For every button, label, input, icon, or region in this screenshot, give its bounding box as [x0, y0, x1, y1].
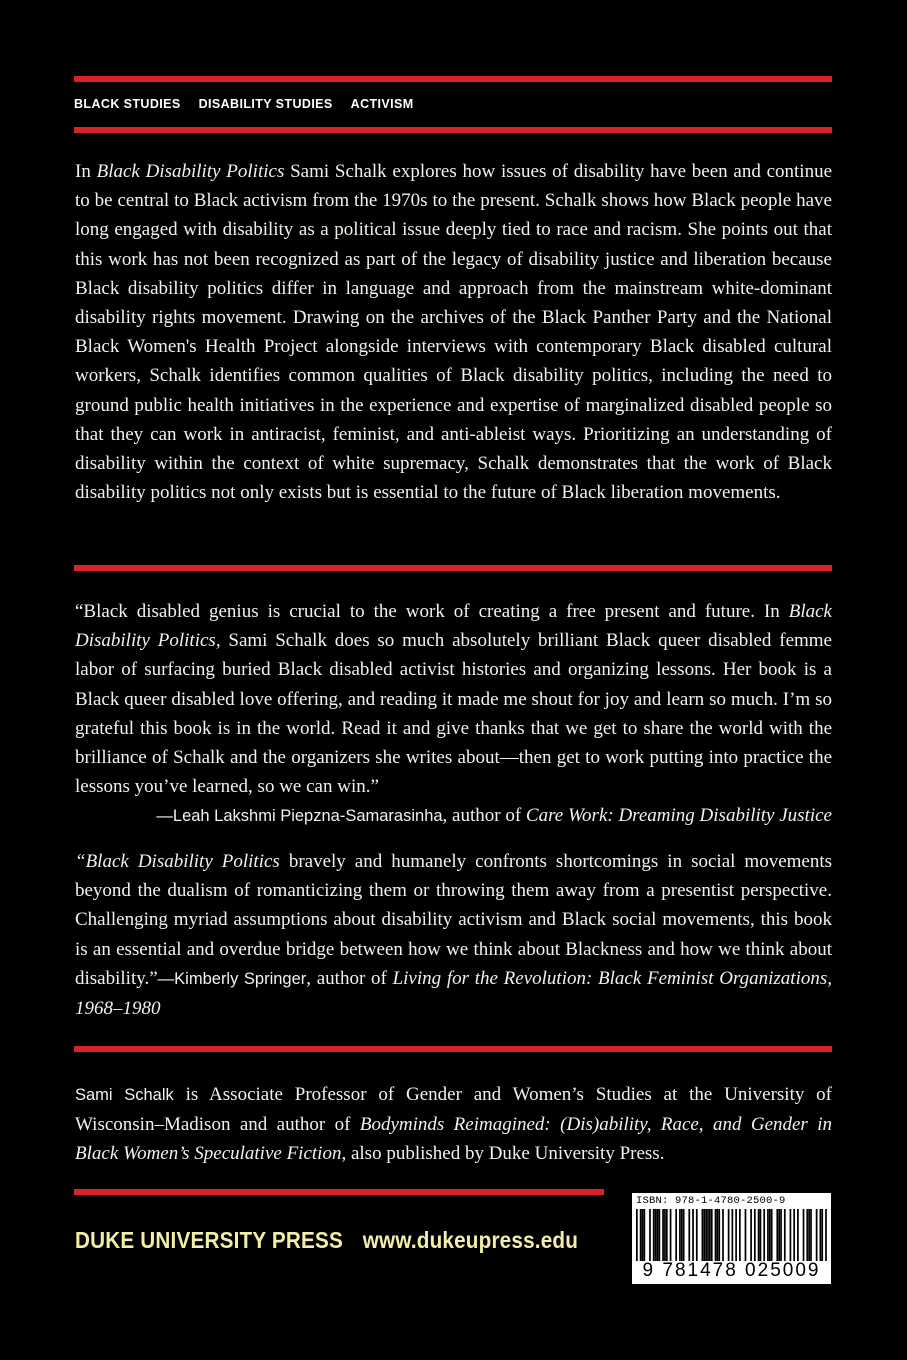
barcode-bar — [688, 1209, 690, 1261]
barcode-bar — [702, 1209, 704, 1261]
barcode-bar — [769, 1209, 771, 1261]
category-activism: ACTIVISM — [350, 97, 414, 111]
barcode-bar — [722, 1209, 724, 1261]
barcode-bar — [642, 1209, 644, 1261]
barcode-bar — [776, 1209, 778, 1261]
barcode-bar — [703, 1209, 705, 1261]
barcode-bar — [732, 1209, 734, 1261]
barcode-bar — [643, 1209, 645, 1261]
barcode-bar — [705, 1209, 707, 1261]
barcode-bar — [696, 1209, 698, 1261]
barcode-bar — [711, 1209, 713, 1261]
barcode-bar — [784, 1209, 786, 1261]
barcode-bar — [821, 1209, 823, 1261]
barcode-bar — [816, 1209, 818, 1261]
barcode-bar — [760, 1209, 762, 1261]
book-title: Black Disability Politics — [96, 161, 285, 182]
barcode-bar — [662, 1209, 664, 1261]
barcode-bar — [640, 1209, 642, 1261]
barcode-bar — [771, 1209, 773, 1261]
publisher-name: DUKE UNIVERSITY PRESS — [75, 1227, 343, 1253]
barcode-bar — [825, 1209, 827, 1261]
barcode-bar — [681, 1209, 683, 1261]
barcode-bar — [763, 1209, 765, 1261]
category-list — [74, 97, 414, 111]
barcode-bar — [664, 1209, 666, 1261]
barcode-bar — [655, 1209, 657, 1261]
barcode-bar — [797, 1209, 799, 1261]
top-rule-lower — [74, 127, 832, 133]
barcode-bar — [658, 1209, 660, 1261]
barcode-bar — [735, 1209, 737, 1261]
isbn-barcode — [632, 1193, 831, 1284]
barcode-bar — [683, 1209, 685, 1261]
blurb-springer: “Black Disability Politics bravely and humanely confronts shortcomings in social movements beyond the dualism of romanticizing them or throwing them away from a presentist perspective. Challenging myriad assumptions about disability activism and Black social movements, this book is an essential and overdue bridge between how we think about Blackness and how we think about disability.”—Kimberly Springer, author of Living for the Revolution: Black Feminist Organizations, 1968–1980 — [75, 851, 833, 1020]
section-rule-2 — [74, 1046, 832, 1052]
category-disability-studies: DISABILITY STUDIES — [198, 97, 333, 111]
barcode-bar — [709, 1209, 711, 1261]
barcode-bars — [636, 1209, 827, 1261]
barcode-bar — [803, 1209, 805, 1261]
barcode-bar — [745, 1209, 747, 1261]
barcode-bar — [820, 1209, 822, 1261]
book-description: In Black Disability Politics Sami Schalk explores how issues of disability have been and continue to be central to Black activism from the 1970s to the present. Schalk shows how Black people have long engaged with disability as a political issue deeply tied to race and racism. She points out that this work has not been recognized as part of the legacy of disability justice and liberation because Black disability politics differ in language and approach from the mainstream white-dominant disability rights movement. Drawing on the archives of the Black Panther Party and the National Black Women's Health Project alongside interviews with contemporary Black disabled cultural workers, Schalk identifies common qualities of Black disability politics, including the need to ground public health initiatives in the experience and expertise of marginalized disabled people so that they can work in antiracist, feminist, and anti-ableist ways. Prioritizing an understanding of disability within the context of white supremacy, Schalk demonstrates that the work of Black disability politics not only exists but is essential to the future of Black liberation movements. — [75, 161, 833, 504]
barcode-bar — [750, 1209, 752, 1261]
barcode-bar — [808, 1209, 810, 1261]
top-rule-upper — [74, 76, 832, 82]
barcode-bar — [715, 1209, 717, 1261]
barcode-bar — [780, 1209, 782, 1261]
barcode-bar — [790, 1209, 792, 1261]
section-rule-1 — [74, 565, 832, 571]
footer-rule — [74, 1189, 604, 1195]
category-black-studies: BLACK STUDIES — [74, 97, 181, 111]
barcode-bar — [679, 1209, 681, 1261]
barcode-bar — [806, 1209, 808, 1261]
barcode-bar — [793, 1209, 795, 1261]
barcode-bar — [657, 1209, 659, 1261]
barcode-bar — [666, 1209, 668, 1261]
barcode-bar — [636, 1209, 638, 1261]
author-bio: Sami Schalk is Associate Professor of Gender and Women’s Studies at the University of Wisconsin–Madison and author of Bodyminds Reimagined: (Dis)ability, Race, and Gender in Black Women’s Speculative Fiction, also published by Duke University Press. — [75, 1084, 832, 1165]
barcode-bar — [670, 1209, 672, 1261]
bio-author-name: Sami Schalk — [75, 1086, 174, 1104]
barcode-number: 9 781478 025009 — [642, 1260, 821, 1281]
barcode-bar — [653, 1209, 655, 1261]
barcode-bar — [728, 1209, 730, 1261]
barcode-bar — [649, 1209, 651, 1261]
blurb-author: —Kimberly Springer — [157, 969, 307, 988]
barcode-bar — [754, 1209, 756, 1261]
barcode-bar — [739, 1209, 741, 1261]
barcode-bar — [767, 1209, 769, 1261]
barcode-bar — [718, 1209, 720, 1261]
barcode-bar — [707, 1209, 709, 1261]
barcode-bar — [692, 1209, 694, 1261]
barcode-bar — [675, 1209, 677, 1261]
barcode-bar — [717, 1209, 719, 1261]
isbn-label: ISBN: 978-1-4780-2500-9 — [636, 1195, 786, 1207]
publisher-footer — [75, 1227, 578, 1254]
barcode-bar — [758, 1209, 760, 1261]
barcode-bar — [810, 1209, 812, 1261]
blurb-piepzna-samarasinha: “Black disabled genius is crucial to the work of creating a free present and future. In Black Disability Politics, Sami Schalk does so much absolutely brilliant Black queer disabled femme labor of surfacing buried Black disabled activist histories and organizing lessons. Her book is a Black queer disabled love offering, and reading it made me shout for joy and learn so much. I’m so grateful this book is in the world. Read it and give thanks that we get to share the world with the brilliance of Schalk and the organizers she writes about—then get to work putting into practice the lessons you’ve learned, so we can win.” —Leah Lakshmi Piepzna-Samarasinha, author of Care Work: Dreaming Disability Justice — [75, 597, 832, 832]
blurb-author: —Leah Lakshmi Piepzna-Samarasinha — [156, 807, 443, 826]
blurb-attribution: —Leah Lakshmi Piepzna-Samarasinha, author of Care Work: Dreaming Disability Justice — [156, 805, 832, 827]
publisher-url: www.dukeupress.edu — [362, 1227, 579, 1253]
barcode-bar — [778, 1209, 780, 1261]
